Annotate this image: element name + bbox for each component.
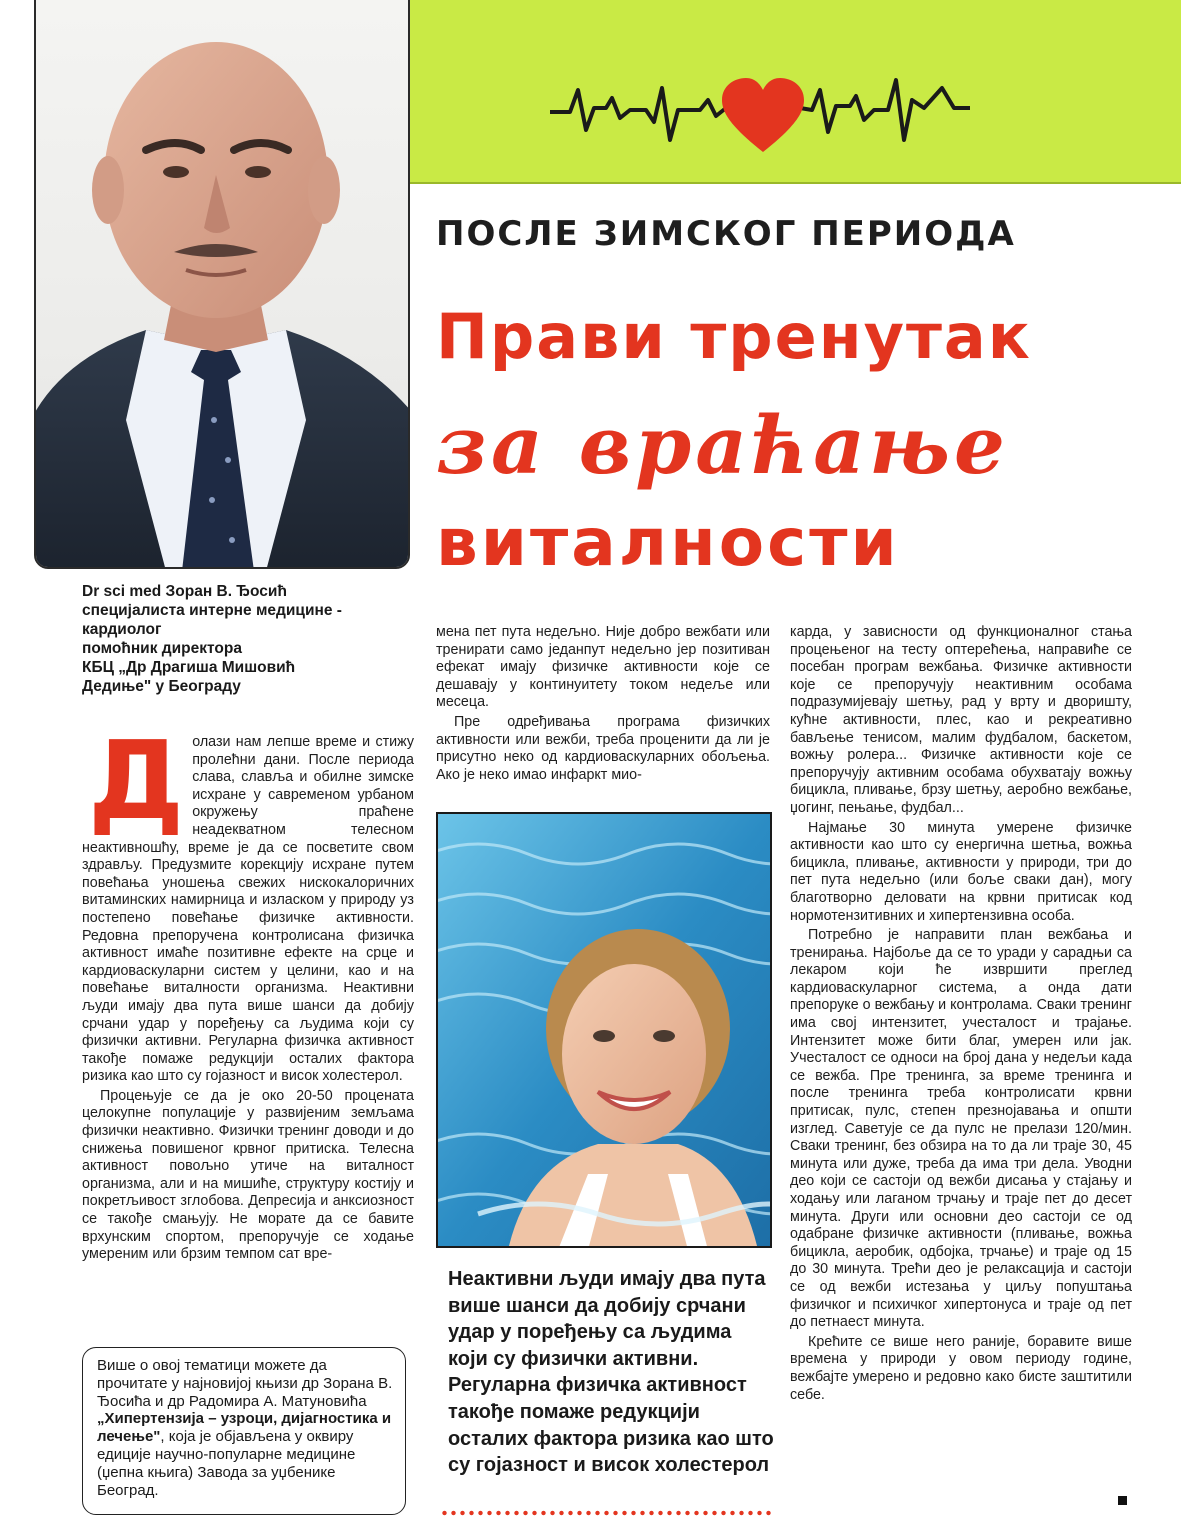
drop-cap: Д — [88, 719, 185, 844]
caption-line: кардиолог — [82, 621, 162, 638]
book-text-after: , која је објављена у оквиру едиције научно-популарне медицине (џепна књига) Завода за уџбенике Београд. — [97, 1428, 356, 1499]
decorative-dot-rule — [440, 1508, 774, 1518]
article-column-2 — [436, 624, 770, 786]
headline-kicker: ПОСЛЕ ЗИМСКОГ ПЕРИОДА — [436, 214, 1016, 254]
portrait-caption — [82, 582, 382, 696]
article-paragraph: мена пет пута недељно. Није добро вежбати или тренирати само једанпут недељно јер позитиван ефекат имају физичке активности које се дешавају у континуитету током недеље или месеца. — [436, 624, 770, 711]
caption-line: специјалиста интерне медицине - — [82, 602, 342, 619]
book-text-before: Више о овој тематици можете да прочитате у најновијој књизи др Зорана В. Ђосића и др Радомира А. Матуновића — [97, 1357, 393, 1410]
headline-line-3: виталности — [436, 504, 900, 581]
article-paragraph: Пре одређивања програма физичких активности или вежби, треба проценити да ли је присутно неко од кардиоваскуларних обољења. Ако је неко имао инфаркт мио- — [436, 713, 770, 783]
article-column-1 — [82, 719, 414, 1266]
header-banner — [410, 0, 1181, 184]
article-paragraph: Најмање 30 минута умерене физичке активности као што су енергична шетња, вожња бицикла, пливање, активности у природи, три до пет пута недељно (или боље сваки дан), могу благотворно деловати на крвни притисак код нормотензитивних и хипертензивна особа. — [790, 819, 1132, 924]
pull-quote: Неактивни људи имају два пута више шанси да добију срчани удар у поређењу са људима који су физички активни. Регуларна физичка активност такође помаже редукцији осталих фактора ризика као што су гојазност и висок холестерол — [448, 1268, 774, 1477]
swimming-woman-photo — [436, 812, 772, 1248]
book-info-box — [82, 1347, 406, 1515]
end-mark-icon — [1118, 1496, 1127, 1505]
book-title: „Хипертензија – узроци, дијагностика и лечење" — [97, 1410, 392, 1446]
headline-line-2: за враћање — [436, 398, 1009, 492]
author-portrait-photo — [34, 0, 410, 569]
heartbeat-heart-icon — [550, 60, 970, 160]
article-paragraph: Потребно је направити план вежбања и тренирања. Најбоље да се то уради у сарадњи са лекаром који ће извршити преглед кардиоваскуларног система, а онда дати препоруке о вежбању и контролама. Сваки тренинг има свој интензитет, учесталост и трајање. Интензитет може бити благ, умерен или јак. Учесталост се односи на број дана у недељи када се вежба. Пре тренинга, за време тренинга и после тренинга треба контролисати крвни притисак, пулс, степен презнојавања и општи изглед. Саветује се да пулс не прелази 120/мин. Сваки тренинг, без обзира на то да ли траје 30, 45 минута или дуже, треба да има три дела. Уводни део који се састоји од вежби дисања у стајању и ходању или лаганом трчању и траје пет до десет минута. Други или основни део састоји се од одабране физичке активности (пливање, вожња бицикла, аеробик, одбојка, трчање) и траје од 15 до 30 минута. Трећи део је релаксација и састоји се од вежби истезања у циљу попуштања физичког и психичког хипертонуса и траје од пет до петнаест минута. — [790, 927, 1132, 1331]
headline-line-1: Прави тренутак — [436, 300, 1032, 373]
swimming-illustration — [438, 814, 772, 1248]
article-paragraph: карда, у зависности од функционалног стања процењеног на тесту оптерећења, направиће се посебан програм вежбања. Физичке активности које се препоручују неактивним особама подразумијевају шетњу, рад у врту и дворишту, кућне активности, плес, као и рекреативно бављење тенисом, малим фудбалом, баскетом, вожњу ролера... Физичке активности које се препоручују активним особама обухватају вожњу бицикла, пливање, брзу шетњу, аеробно вежбање, џогинг, пењање, фудбал... — [790, 624, 1132, 816]
article-paragraph: олази нам лепше време и стижу пролећни дани. После периода слава, славља и обилне зимске исхране у савременом урбаном окружењу праћене неадекватном телесном неактивношћу, време је да се посветите свом здрављу. Предузмите корекцију исхране путем повећања уношења свежих нискокалоричних витаминских намирница и изласком у природу уз постепено повећање физичке активности. Редовна препоручена контролисана физичка активност имаће позитивне ефекте на срце и кардиоваскуларни систем у целини, као и на повећање виталности организма. Неактивни људи имају два пута више шанси да добију срчани удар у поређењу са људима који су физички активни. Регуларна физичка активност такође помаже редукцији осталих фактора ризика као што су гојазност и висок холестерол. — [82, 734, 414, 1085]
caption-line: Дедиње" у Београду — [82, 678, 241, 695]
caption-line: помоћник директора — [82, 640, 242, 657]
caption-line: КБЦ „Др Драгиша Мишовић — [82, 659, 296, 676]
portrait-illustration — [36, 0, 410, 569]
article-paragraph: Крећите се више него раније, боравите више времена у природи у овом периоду године, вежбајте умерено и редовно како бисте заштитили себе. — [790, 1333, 1132, 1403]
caption-line: Dr sci med Зоран В. Ђосић — [82, 583, 287, 600]
article-paragraph: Процењује се да је око 20-50 процената целокупне популације у развијеним земљама физички неактивно. Физички тренинг доводи и до снижења повишеног крвног притиска. Телесна активност повољно утиче на виталност организма, али и на мишиће, структуру костију и покретљивост зглобова. Депресија и анксиозност се такође смањују. Не морате да се бавите врхунским спортом, препоручује се ходање умереним или брзим темпом сат вре- — [82, 1087, 414, 1263]
article-column-3 — [790, 624, 1132, 1406]
